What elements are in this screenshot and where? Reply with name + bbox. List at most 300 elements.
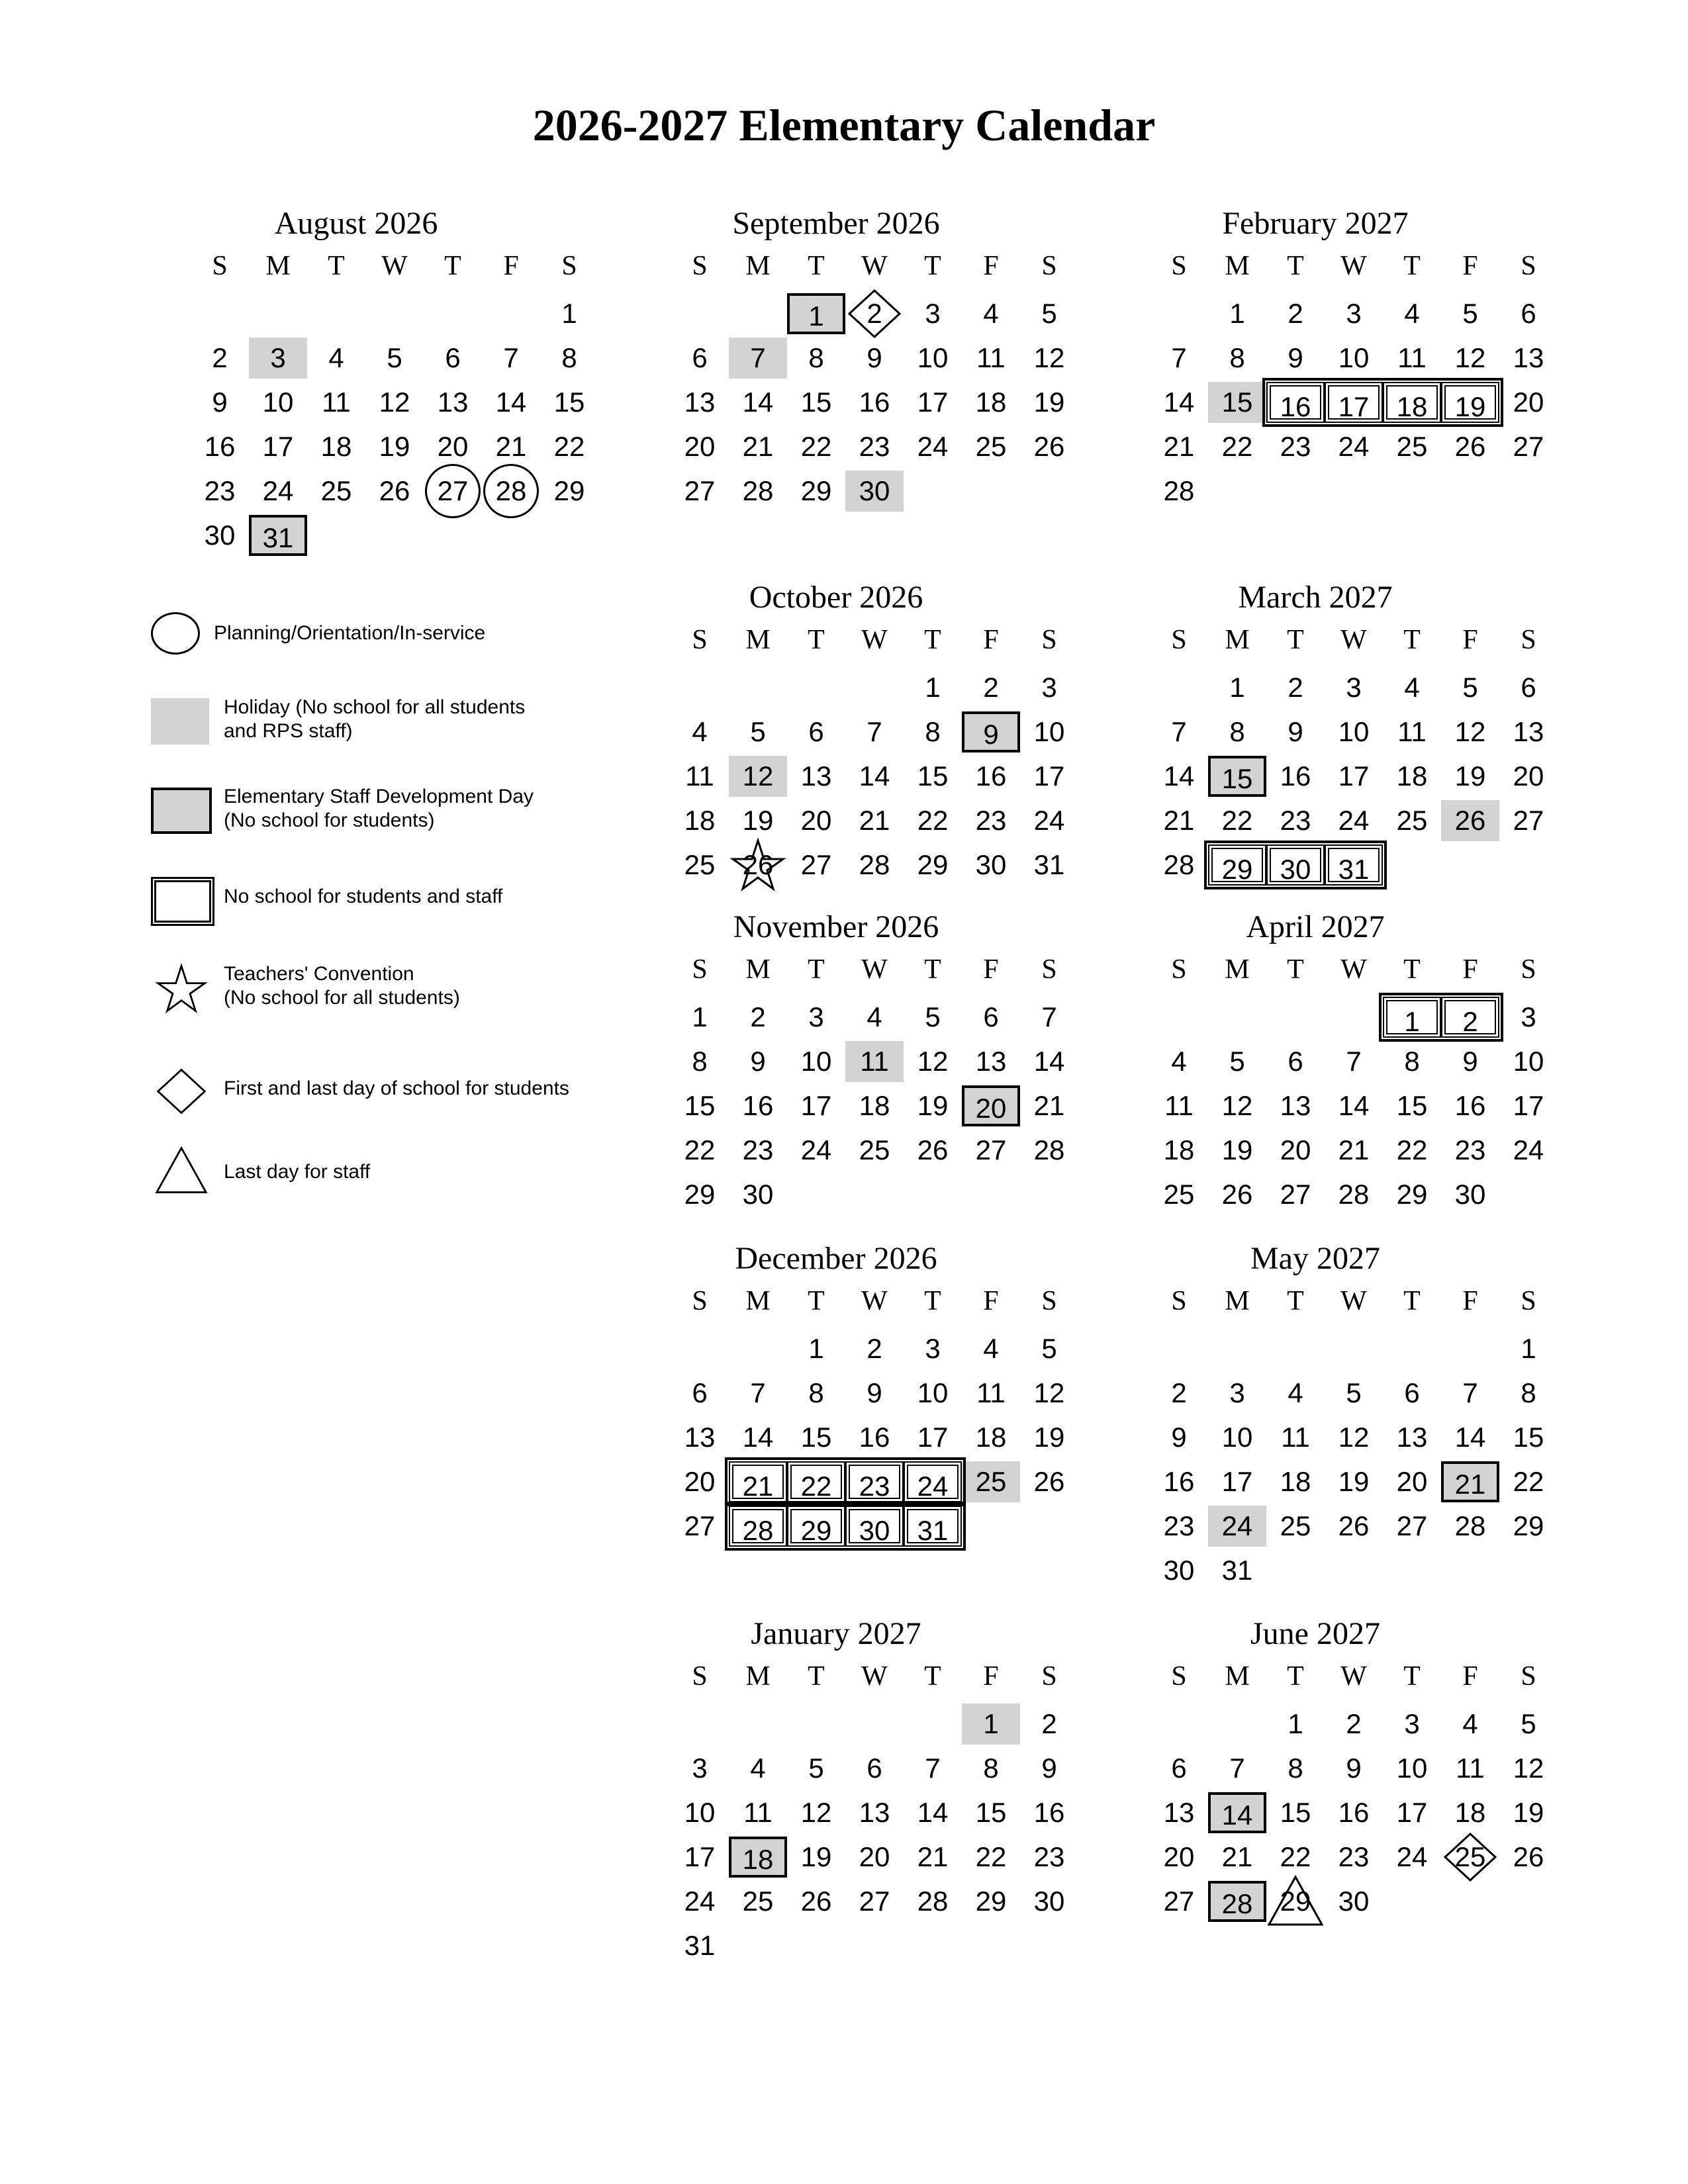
day-cell xyxy=(1208,667,1266,708)
day-number: 5 xyxy=(1462,672,1478,703)
day-number: 26 xyxy=(1033,431,1065,462)
day-number: 29 xyxy=(975,1886,1007,1917)
day-number: 5 xyxy=(1229,1046,1245,1077)
day-number: 27 xyxy=(1280,1179,1311,1210)
day-number: 23 xyxy=(1163,1510,1195,1541)
day-cell xyxy=(1020,1748,1078,1789)
day-number: 10 xyxy=(1221,1422,1253,1453)
day-number: 2 xyxy=(1462,1006,1478,1037)
day-number: 25 xyxy=(742,1886,774,1917)
day-number: 6 xyxy=(1171,1752,1187,1784)
day-number: 4 xyxy=(328,342,344,373)
day-cell xyxy=(1208,1881,1266,1922)
day-cell xyxy=(1383,382,1441,423)
day-cell xyxy=(787,293,845,334)
diamond-icon xyxy=(151,1065,212,1118)
day-cell xyxy=(424,382,482,423)
day-number: 21 xyxy=(742,431,774,462)
day-cell xyxy=(540,471,598,512)
day-cell xyxy=(845,1373,904,1414)
day-cell xyxy=(1499,1417,1558,1458)
day-cell xyxy=(1441,1837,1499,1878)
day-cell xyxy=(962,844,1020,886)
day-cell xyxy=(904,1792,962,1833)
weekday-label: T xyxy=(808,625,825,655)
weekday-label: S xyxy=(1041,954,1057,985)
weekday-label: W xyxy=(861,1661,888,1692)
day-cell xyxy=(729,1085,787,1126)
day-cell xyxy=(1325,1506,1383,1547)
day-number: 18 xyxy=(975,1422,1007,1453)
day-cell xyxy=(729,382,787,423)
day-number: 10 xyxy=(684,1797,716,1828)
day-number: 9 xyxy=(750,1046,766,1077)
day-cell xyxy=(787,800,845,841)
day-number: 28 xyxy=(1221,1888,1253,1919)
day-cell xyxy=(845,800,904,841)
day-cell xyxy=(1266,1748,1325,1789)
day-cell xyxy=(671,1837,729,1878)
day-cell xyxy=(671,382,729,423)
day-number: 26 xyxy=(379,475,410,506)
day-cell xyxy=(1266,711,1325,752)
day-number: 11 xyxy=(322,387,351,418)
day-number: 18 xyxy=(1280,1466,1311,1497)
day-cell xyxy=(1383,1792,1441,1833)
day-cell xyxy=(671,1373,729,1414)
day-cell xyxy=(1441,293,1499,334)
day-number: 26 xyxy=(800,1886,832,1917)
day-number: 2 xyxy=(1288,672,1303,703)
day-cell xyxy=(1150,1085,1208,1126)
day-number: 4 xyxy=(750,1752,766,1784)
day-number: 19 xyxy=(1513,1797,1544,1828)
day-cell xyxy=(787,1792,845,1833)
day-cell xyxy=(904,844,962,886)
day-number: 4 xyxy=(983,1333,999,1364)
weekday-label: M xyxy=(1225,1661,1250,1692)
day-number: 22 xyxy=(1396,1134,1428,1165)
weekday-label: S xyxy=(1521,1661,1536,1692)
day-cell xyxy=(1325,1461,1383,1502)
month-october-2026 xyxy=(631,579,1065,963)
day-cell xyxy=(845,1748,904,1789)
day-cell xyxy=(424,338,482,379)
day-cell xyxy=(845,1417,904,1458)
day-cell xyxy=(249,338,307,379)
day-cell xyxy=(307,382,365,423)
day-number: 8 xyxy=(983,1752,999,1784)
month-january-2027 xyxy=(631,1615,1065,1999)
day-cell xyxy=(671,1881,729,1922)
day-cell xyxy=(904,1041,962,1082)
day-number: 11 xyxy=(1281,1422,1310,1453)
day-cell xyxy=(729,1792,787,1833)
month-december-2026 xyxy=(631,1240,1065,1624)
day-cell xyxy=(249,471,307,512)
day-number: 30 xyxy=(859,475,890,506)
day-number: 28 xyxy=(495,475,527,506)
day-number: 1 xyxy=(1229,298,1245,329)
day-cell xyxy=(424,426,482,467)
day-cell xyxy=(729,997,787,1038)
day-cell xyxy=(1441,1461,1499,1502)
day-number: 10 xyxy=(800,1046,832,1077)
day-number: 15 xyxy=(1280,1797,1311,1828)
weekday-label: T xyxy=(808,1286,825,1316)
month-title: February 2027 xyxy=(1222,206,1409,241)
day-number: 23 xyxy=(859,1471,890,1502)
weekday-label: F xyxy=(1462,625,1478,655)
day-number: 26 xyxy=(917,1134,949,1165)
weekday-label: F xyxy=(983,954,999,985)
day-number: 1 xyxy=(561,298,577,329)
day-number: 9 xyxy=(1288,342,1303,373)
day-cell xyxy=(1441,1748,1499,1789)
day-cell xyxy=(1266,1881,1325,1922)
day-cell xyxy=(1441,1085,1499,1126)
day-number: 26 xyxy=(1338,1510,1370,1541)
day-number: 9 xyxy=(1288,716,1303,747)
day-cell xyxy=(1020,1881,1078,1922)
weekday-label: T xyxy=(1287,954,1304,985)
day-cell xyxy=(904,667,962,708)
day-number: 29 xyxy=(800,1515,832,1546)
day-cell xyxy=(1325,1837,1383,1878)
day-number: 2 xyxy=(983,672,999,703)
day-number: 26 xyxy=(1454,431,1486,462)
weekday-label: S xyxy=(1041,625,1057,655)
day-number: 29 xyxy=(1280,1886,1311,1917)
day-number: 16 xyxy=(204,431,236,462)
day-cell xyxy=(671,1417,729,1458)
day-number: 12 xyxy=(1454,716,1486,747)
day-number: 27 xyxy=(800,849,832,880)
weekday-label: T xyxy=(1287,625,1304,655)
day-cell xyxy=(787,711,845,752)
day-cell xyxy=(307,471,365,512)
day-number: 23 xyxy=(1338,1841,1370,1872)
day-cell xyxy=(1150,756,1208,797)
day-number: 3 xyxy=(808,1001,824,1032)
day-cell xyxy=(1150,1041,1208,1082)
day-cell xyxy=(1383,800,1441,841)
weekday-label: T xyxy=(1287,251,1304,281)
day-number: 16 xyxy=(859,1422,890,1453)
day-cell xyxy=(729,1881,787,1922)
day-cell xyxy=(1499,711,1558,752)
day-cell xyxy=(482,382,540,423)
day-number: 3 xyxy=(1229,1377,1245,1408)
day-cell xyxy=(904,1373,962,1414)
day-number: 17 xyxy=(1513,1090,1544,1121)
weekday-label: S xyxy=(692,954,708,985)
month-august-2026 xyxy=(151,205,585,589)
weekday-label: F xyxy=(1462,954,1478,985)
day-number: 17 xyxy=(917,387,949,418)
day-number: 30 xyxy=(1033,1886,1065,1917)
day-cell xyxy=(787,1506,845,1547)
day-number: 1 xyxy=(808,1333,824,1364)
day-number: 21 xyxy=(1454,1469,1486,1500)
day-number: 21 xyxy=(859,805,890,836)
day-number: 28 xyxy=(1033,1134,1065,1165)
day-number: 6 xyxy=(808,716,824,747)
day-cell xyxy=(962,1041,1020,1082)
day-cell xyxy=(1325,1792,1383,1833)
day-number: 10 xyxy=(1338,342,1370,373)
weekday-label: M xyxy=(1225,954,1250,985)
day-number: 6 xyxy=(1288,1046,1303,1077)
day-cell xyxy=(1020,997,1078,1038)
day-number: 18 xyxy=(859,1090,890,1121)
day-cell xyxy=(1208,1417,1266,1458)
day-number: 16 xyxy=(1280,760,1311,792)
day-number: 7 xyxy=(1346,1046,1362,1077)
day-number: 9 xyxy=(1346,1752,1362,1784)
day-number: 25 xyxy=(975,431,1007,462)
weekday-label: W xyxy=(861,954,888,985)
day-number: 8 xyxy=(1229,342,1245,373)
day-cell xyxy=(1441,711,1499,752)
day-cell xyxy=(671,1174,729,1215)
day-cell xyxy=(1020,1417,1078,1458)
day-number: 22 xyxy=(1221,805,1253,836)
day-cell xyxy=(1499,1506,1558,1547)
day-cell xyxy=(249,426,307,467)
day-number: 14 xyxy=(1163,760,1195,792)
day-cell xyxy=(1325,1373,1383,1414)
day-cell xyxy=(1020,426,1078,467)
day-number: 12 xyxy=(800,1797,832,1828)
day-number: 20 xyxy=(975,1093,1007,1124)
day-cell xyxy=(1325,711,1383,752)
weekday-label: F xyxy=(1462,1286,1478,1316)
day-cell xyxy=(671,800,729,841)
day-cell xyxy=(1208,1837,1266,1878)
day-number: 17 xyxy=(800,1090,832,1121)
day-number: 5 xyxy=(1346,1377,1362,1408)
legend-label: Planning/Orientation/In-service xyxy=(214,622,486,644)
day-cell xyxy=(424,471,482,512)
month-march-2027 xyxy=(1110,579,1544,963)
day-number: 29 xyxy=(553,475,585,506)
weekday-label: S xyxy=(1521,251,1536,281)
day-cell xyxy=(1383,1130,1441,1171)
day-number: 18 xyxy=(975,387,1007,418)
day-number: 16 xyxy=(1454,1090,1486,1121)
day-number: 13 xyxy=(1513,716,1544,747)
day-number: 8 xyxy=(561,342,577,373)
day-cell xyxy=(482,338,540,379)
day-cell xyxy=(540,426,598,467)
day-cell xyxy=(1150,1174,1208,1215)
day-number: 11 xyxy=(685,760,714,792)
day-number: 15 xyxy=(1396,1090,1428,1121)
weekday-label: T xyxy=(924,954,941,985)
day-cell xyxy=(1266,1837,1325,1878)
day-cell xyxy=(1208,1506,1266,1547)
day-number: 11 xyxy=(1456,1752,1485,1784)
day-cell xyxy=(1325,1174,1383,1215)
day-number: 12 xyxy=(1513,1752,1544,1784)
day-number: 20 xyxy=(800,805,832,836)
weekday-label: S xyxy=(692,625,708,655)
day-cell xyxy=(904,800,962,841)
day-number: 16 xyxy=(975,760,1007,792)
day-cell xyxy=(1499,667,1558,708)
double-box-icon xyxy=(151,877,214,926)
weekday-label: T xyxy=(1287,1661,1304,1692)
day-cell xyxy=(1383,1506,1441,1547)
day-number: 13 xyxy=(1396,1422,1428,1453)
day-number: 26 xyxy=(1221,1179,1253,1210)
day-cell xyxy=(845,1506,904,1547)
day-number: 10 xyxy=(262,387,294,418)
day-number: 5 xyxy=(387,342,402,373)
day-cell xyxy=(1441,1792,1499,1833)
legend-label: No school for students and staff xyxy=(224,886,503,907)
day-number: 25 xyxy=(1280,1510,1311,1541)
day-cell xyxy=(1208,1792,1266,1833)
day-cell xyxy=(904,382,962,423)
day-number: 14 xyxy=(917,1797,949,1828)
weekday-label: S xyxy=(1171,625,1187,655)
day-cell xyxy=(845,1130,904,1171)
day-number: 1 xyxy=(1229,672,1245,703)
day-cell xyxy=(1325,1417,1383,1458)
month-title: April 2027 xyxy=(1246,909,1385,944)
day-cell xyxy=(845,1328,904,1369)
day-number: 16 xyxy=(1338,1797,1370,1828)
day-number: 18 xyxy=(1396,391,1428,422)
day-number: 11 xyxy=(1164,1090,1194,1121)
day-number: 15 xyxy=(1221,387,1253,418)
day-cell xyxy=(787,471,845,512)
day-cell xyxy=(1266,293,1325,334)
day-cell xyxy=(1383,1174,1441,1215)
day-cell xyxy=(1150,800,1208,841)
day-number: 29 xyxy=(800,475,832,506)
day-cell xyxy=(845,338,904,379)
day-number: 11 xyxy=(1397,716,1427,747)
day-number: 4 xyxy=(692,716,708,747)
weekday-label: T xyxy=(808,1661,825,1692)
day-cell xyxy=(671,844,729,886)
day-number: 6 xyxy=(692,1377,708,1408)
day-number: 23 xyxy=(975,805,1007,836)
day-cell xyxy=(962,1461,1020,1502)
day-cell xyxy=(1499,1704,1558,1745)
day-cell xyxy=(1499,1748,1558,1789)
weekday-label: S xyxy=(1171,1661,1187,1692)
day-cell xyxy=(1325,1704,1383,1745)
day-number: 24 xyxy=(1396,1841,1428,1872)
weekday-label: T xyxy=(924,625,941,655)
day-cell xyxy=(962,1748,1020,1789)
day-cell xyxy=(540,382,598,423)
day-number: 22 xyxy=(800,431,832,462)
day-number: 27 xyxy=(1163,1886,1195,1917)
day-cell xyxy=(1020,1328,1078,1369)
day-number: 15 xyxy=(1221,763,1253,794)
day-number: 13 xyxy=(684,387,716,418)
day-number: 30 xyxy=(204,520,236,551)
day-number: 15 xyxy=(975,1797,1007,1828)
day-cell xyxy=(1150,844,1208,886)
day-cell xyxy=(1499,382,1558,423)
day-cell xyxy=(1150,1130,1208,1171)
staff-development-swatch-icon xyxy=(151,788,212,834)
day-number: 18 xyxy=(1454,1797,1486,1828)
day-cell xyxy=(1499,1792,1558,1833)
day-cell xyxy=(1266,667,1325,708)
day-cell xyxy=(1383,667,1441,708)
day-cell xyxy=(1020,1461,1078,1502)
day-number: 12 xyxy=(1033,342,1065,373)
day-number: 15 xyxy=(1513,1422,1544,1453)
day-number: 16 xyxy=(1033,1797,1065,1828)
day-number: 13 xyxy=(975,1046,1007,1077)
day-number: 8 xyxy=(925,716,941,747)
day-cell xyxy=(904,293,962,334)
day-number: 24 xyxy=(1338,805,1370,836)
day-cell xyxy=(787,1748,845,1789)
weekday-label: M xyxy=(745,954,771,985)
day-cell xyxy=(845,1881,904,1922)
holiday-swatch-icon xyxy=(151,698,209,745)
weekday-label: M xyxy=(745,625,771,655)
day-cell xyxy=(1499,1328,1558,1369)
day-number: 24 xyxy=(800,1134,832,1165)
day-number: 17 xyxy=(1396,1797,1428,1828)
weekday-label: W xyxy=(1340,251,1367,281)
day-cell xyxy=(1383,1373,1441,1414)
day-cell xyxy=(729,800,787,841)
day-cell xyxy=(1208,1373,1266,1414)
day-number: 11 xyxy=(743,1797,773,1828)
day-number: 30 xyxy=(975,849,1007,880)
day-number: 17 xyxy=(1338,391,1370,422)
weekday-label: M xyxy=(1225,625,1250,655)
day-number: 14 xyxy=(1221,1799,1253,1831)
day-number: 2 xyxy=(212,342,228,373)
day-number: 17 xyxy=(1338,760,1370,792)
day-number: 10 xyxy=(917,342,949,373)
day-number: 26 xyxy=(1033,1466,1065,1497)
day-number: 11 xyxy=(1397,342,1427,373)
day-cell xyxy=(1020,711,1078,752)
day-number: 2 xyxy=(1288,298,1303,329)
day-number: 8 xyxy=(692,1046,708,1077)
weekday-label: S xyxy=(1521,1286,1536,1316)
day-number: 24 xyxy=(1033,805,1065,836)
day-cell xyxy=(1266,1461,1325,1502)
day-cell xyxy=(1499,426,1558,467)
day-cell xyxy=(787,1461,845,1502)
day-cell xyxy=(729,1130,787,1171)
day-cell xyxy=(845,844,904,886)
day-cell xyxy=(904,711,962,752)
day-number: 28 xyxy=(1163,475,1195,506)
day-number: 16 xyxy=(742,1090,774,1121)
day-cell xyxy=(1325,293,1383,334)
day-number: 4 xyxy=(1462,1708,1478,1739)
day-number: 5 xyxy=(925,1001,941,1032)
weekday-label: T xyxy=(328,251,345,281)
day-number: 20 xyxy=(684,431,716,462)
day-cell xyxy=(1266,1085,1325,1126)
